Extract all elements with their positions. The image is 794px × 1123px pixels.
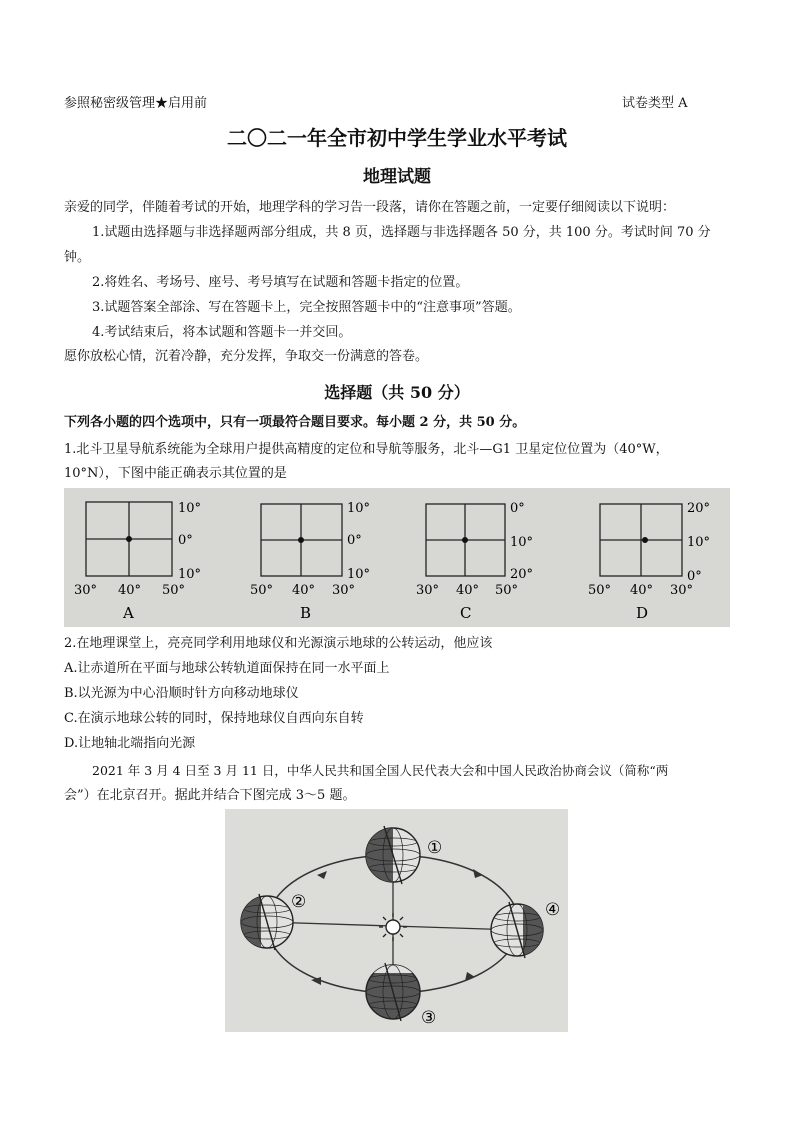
- map-d-lat-mid: 10°: [687, 535, 711, 550]
- paper-type-label: 试卷类型 A: [622, 96, 688, 111]
- map-b-letter: B: [300, 604, 312, 622]
- passage-line2: 会”）在北京召开。据此并结合下图完成 3～5 题。: [64, 788, 356, 803]
- q1-map-grids: [64, 488, 730, 627]
- orbit-label-1: ①: [427, 838, 443, 858]
- q1-stem-line1: 1.北斗卫星导航系统能为全球用户提供高精度的定位和导航等服务，北斗—G1 卫星定位位置为（40°W，: [64, 442, 669, 457]
- map-d-lat-top: 20°: [687, 501, 711, 516]
- map-c-lat-mid: 10°: [510, 535, 534, 550]
- map-a-lon-left: 30°: [74, 583, 98, 598]
- q1-stem-line2: 10°N），下图中能正确表示其位置的是: [64, 466, 287, 481]
- earth-position-1: [366, 826, 420, 884]
- map-a-lat-bottom: 10°: [178, 567, 202, 582]
- map-a-lon-right: 50°: [162, 583, 186, 598]
- orbit-label-3: ③: [421, 1008, 437, 1028]
- q2-option-d: D.让地轴北端指向光源: [64, 736, 196, 751]
- intro-item-4: 4.考试结束后，将本试题和答题卡一并交回。: [92, 325, 352, 340]
- earth-position-2: [241, 894, 293, 950]
- exam-subtitle: 地理试题: [363, 167, 431, 187]
- orbit-label-4: ④: [545, 900, 561, 920]
- map-c-letter: C: [460, 604, 472, 622]
- earth-orbit-figure: [225, 809, 568, 1032]
- map-c-lon-mid: 40°: [456, 583, 480, 598]
- map-a-lon-mid: 40°: [118, 583, 142, 598]
- intro-item-2: 2.将姓名、考场号、座号、考号填写在试题和答题卡指定的位置。: [92, 275, 469, 290]
- intro-item-3: 3.试题答案全部涂、写在答题卡上，完全按照答题卡中的“注意事项”答题。: [92, 300, 521, 315]
- map-option-a: [74, 501, 201, 622]
- map-b-lat-bottom: 10°: [347, 567, 371, 582]
- map-d-letter: D: [636, 604, 649, 622]
- intro-greeting: 亲爱的同学，伴随着考试的开始，地理学科的学习告一段落，请你在答题之前，一定要仔细阅读以下说明：: [64, 200, 676, 215]
- map-d-lon-right: 30°: [670, 583, 694, 598]
- map-d-lon-mid: 40°: [630, 583, 654, 598]
- map-d-lat-bottom: 0°: [687, 569, 702, 584]
- q2-option-c: C.在演示地球公转的同时，保持地球仪自西向东自转: [64, 711, 364, 726]
- map-option-c: [416, 501, 533, 622]
- map-option-b: [250, 501, 370, 622]
- q2-stem: 2.在地理课堂上，亮亮同学利用地球仪和光源演示地球的公转运动，他应该: [64, 636, 493, 651]
- map-c-lat-bottom: 20°: [510, 567, 534, 582]
- map-b-lon-right: 30°: [332, 583, 356, 598]
- q2-option-a: A.让赤道所在平面与地球公转轨道面保持在同一水平面上: [64, 661, 390, 676]
- q2-option-b: B.以光源为中心沿顺时针方向移动地球仪: [64, 686, 299, 701]
- intro-item-1: 1.试题由选择题与非选择题两部分组成，共 8 页，选择题与非选择题各 50 分，共 100 分。考试时间 70 分: [92, 225, 711, 240]
- map-c-lon-left: 30°: [416, 583, 440, 598]
- intro-closing: 愿你放松心情，沉着冷静，充分发挥，争取交一份满意的答卷。: [64, 349, 429, 364]
- map-c-lon-right: 50°: [495, 583, 519, 598]
- earth-orbit-diagram: [225, 809, 568, 1032]
- section-title: 选择题（共 50 分）: [324, 383, 470, 402]
- map-option-d: [588, 501, 710, 622]
- map-b-lat-top: 10°: [347, 501, 371, 516]
- passage-line1: 2021 年 3 月 4 日至 3 月 11 日，中华人民共和国全国人民代表大会和中国人民政治协商会议（简称“两: [92, 763, 669, 778]
- section-instruction: 下列各小题的四个选项中，只有一项最符合题目要求。每小题 2 分，共 50 分。: [64, 415, 526, 430]
- map-a-letter: A: [123, 604, 134, 622]
- exam-title: 二〇二一年全市初中学生学业水平考试: [227, 126, 567, 150]
- map-a-lat-top: 10°: [178, 501, 202, 516]
- map-b-lon-left: 50°: [250, 583, 274, 598]
- map-b-lon-mid: 40°: [292, 583, 316, 598]
- map-d-lon-left: 50°: [588, 583, 612, 598]
- map-a-lat-mid: 0°: [178, 533, 193, 548]
- orbit-label-2: ②: [291, 892, 307, 912]
- map-b-lat-mid: 0°: [347, 533, 362, 548]
- q1-figure: [64, 488, 730, 627]
- classification-label: 参照秘密级管理★启用前: [64, 96, 208, 111]
- intro-item-1-cont: 钟。: [64, 250, 91, 265]
- earth-position-4: [491, 902, 543, 958]
- earth-position-3: [366, 963, 420, 1021]
- map-c-lat-top: 0°: [510, 501, 525, 516]
